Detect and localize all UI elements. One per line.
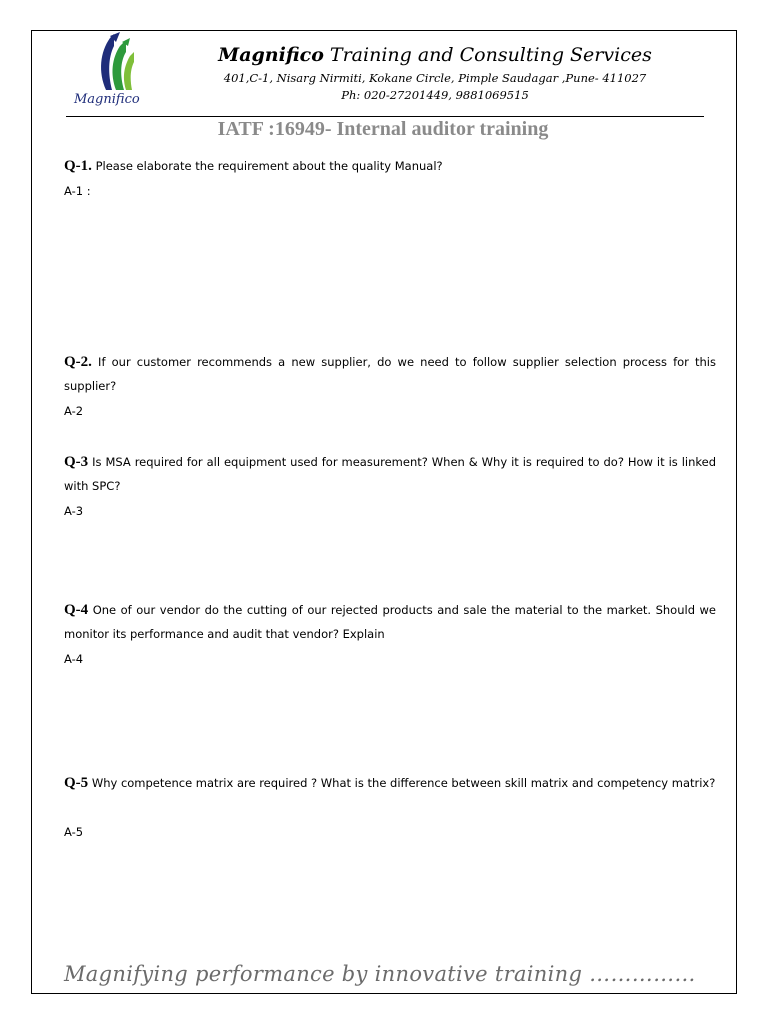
company-name-rest: Training and Consulting Services	[323, 44, 652, 66]
company-name-bold: Magnifico	[218, 44, 324, 66]
logo-arrows-icon	[70, 32, 162, 94]
logo-text: Magnifico	[74, 92, 140, 107]
question-text: If our customer recommends a new supplier, do we need to follow supplier selection process for this supplier?	[64, 355, 716, 393]
answer-2-label: A-2	[64, 404, 84, 418]
question-number: Q-5	[64, 775, 89, 791]
question-number: Q-1.	[64, 158, 92, 174]
answer-4-label: A-4	[64, 652, 84, 666]
answer-1-label: A-1 :	[64, 184, 91, 198]
question-1	[64, 154, 716, 178]
company-phone: Ph: 020-27201449, 9881069515	[341, 88, 529, 102]
question-number: Q-3	[64, 454, 89, 470]
header-divider	[66, 116, 704, 117]
company-name	[170, 44, 700, 66]
footer-tagline: Magnifying performance by innovative training ……………	[64, 962, 696, 986]
page-title: IATF :16949- Internal auditor training	[217, 118, 549, 140]
question-number: Q-2.	[64, 354, 92, 370]
answer-5-label: A-5	[64, 825, 84, 839]
company-address: 401,C-1, Nisarg Nirmiti, Kokane Circle, Pimple Saudagar ,Pune- 411027	[223, 71, 647, 85]
question-number: Q-4	[64, 602, 89, 618]
question-2	[64, 350, 716, 398]
question-text: Why competence matrix are required ? What is the difference between skill matrix and competency matrix?	[88, 776, 716, 790]
question-5	[64, 771, 716, 795]
question-3	[64, 450, 716, 498]
company-logo	[70, 32, 162, 114]
answer-3-label: A-3	[64, 504, 84, 518]
question-text: Please elaborate the requirement about the quality Manual?	[91, 159, 443, 173]
question-4	[64, 598, 716, 646]
question-text: One of our vendor do the cutting of our rejected products and sale the material to the market. Should we monitor its performance and audit that vendor? Explain	[64, 603, 716, 641]
question-text: Is MSA required for all equipment used for measurement? When & Why it is required to do? How it is linked with SPC?	[64, 455, 716, 493]
